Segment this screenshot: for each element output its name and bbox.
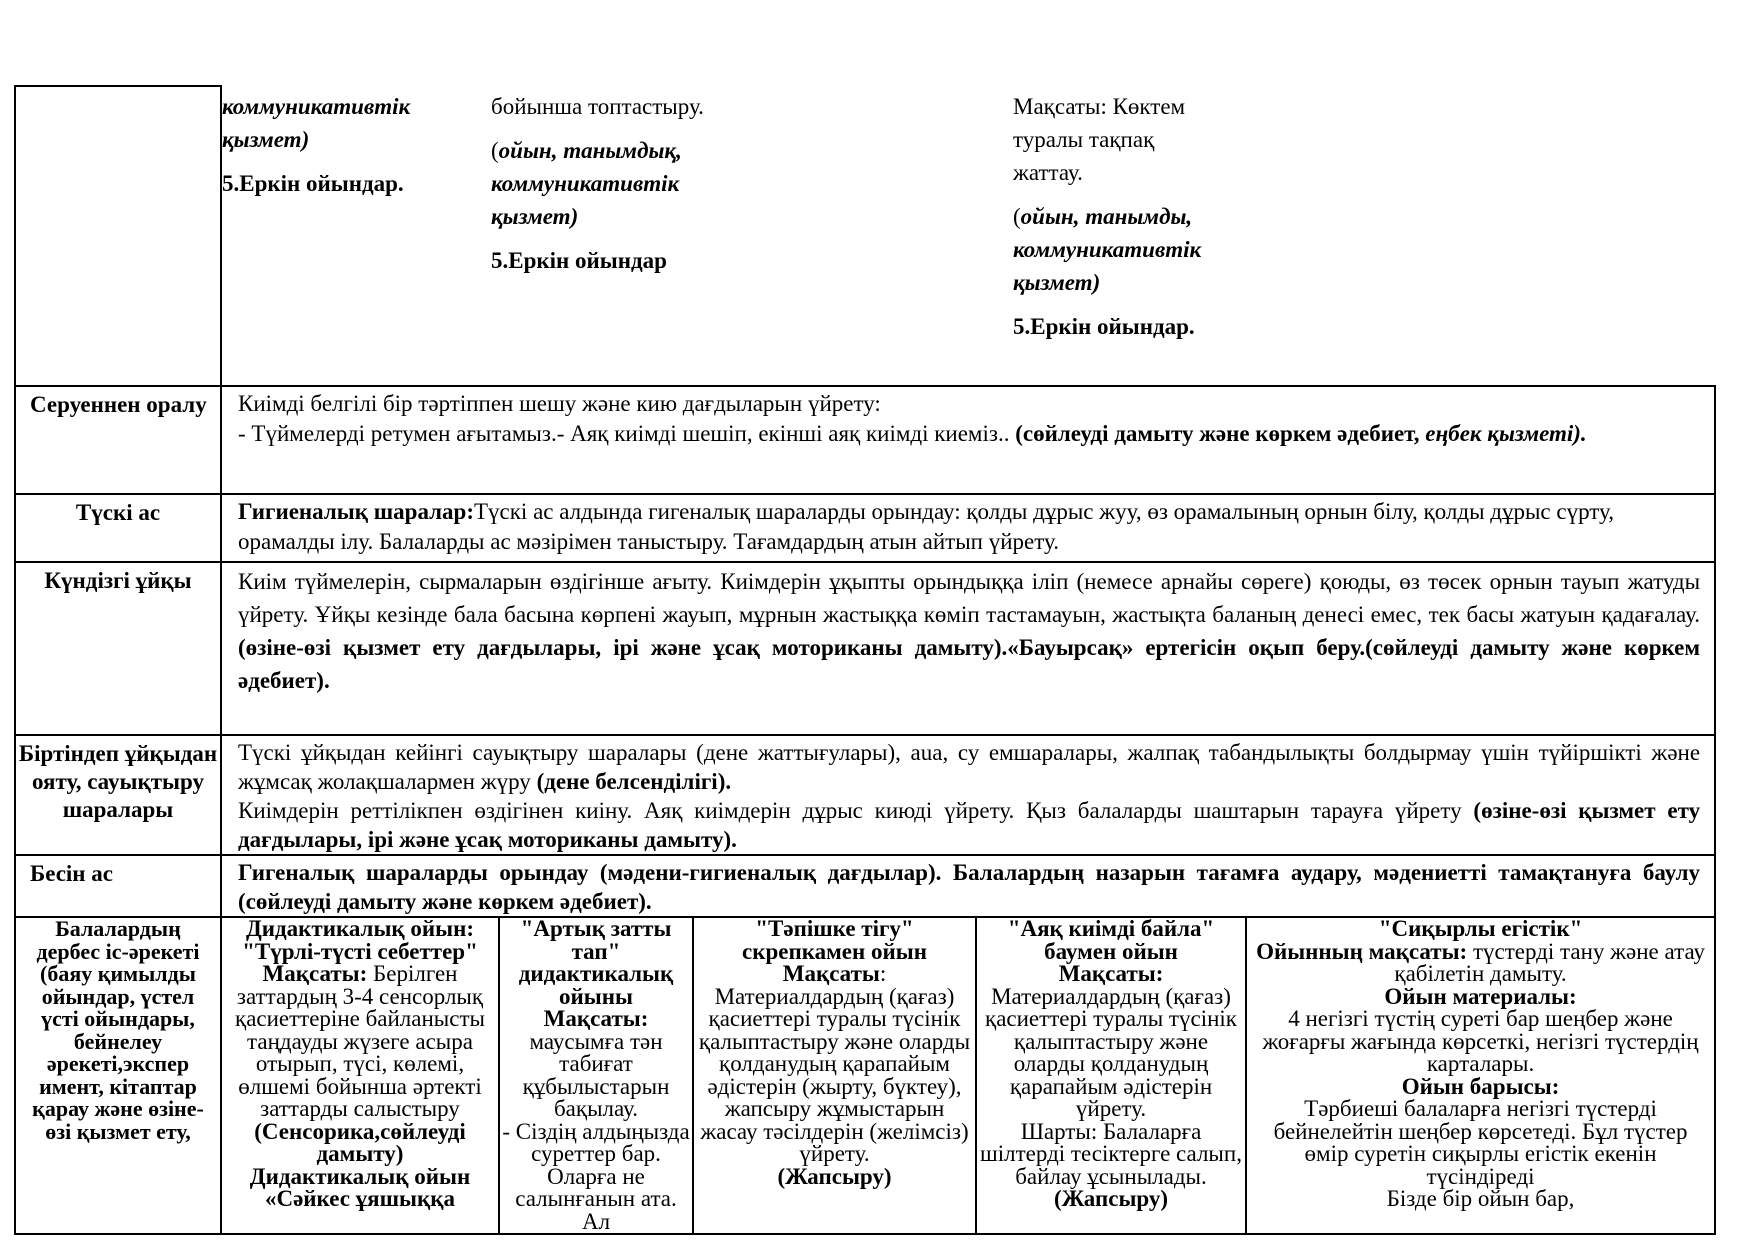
daily-schedule-table (14, 385, 1716, 1235)
row-label-text: Түскі ас (75, 500, 161, 525)
row-content (221, 735, 1715, 855)
text: Бізде бір ойын бар, (1386, 1186, 1575, 1211)
bold-text: (Сенсорика,сөйлеуді дамыту) (254, 1118, 466, 1166)
italic-text: қызмет) (222, 127, 310, 152)
text: 4 негізгі түстің суреті бар шеңбер және жоғарғы жағында көрсеткі, негізгі түстердің карталары. (1262, 1006, 1699, 1076)
game-title: "Сиқырлы егістік" (1378, 916, 1583, 941)
italic-text: қызмет) (1013, 270, 1101, 295)
table-row-besin (15, 855, 1715, 917)
text: Тәрбиеші балаларға негізгі түстерді бейнелейтін шеңбер көрсетеді. Бұл түстер өмір суретін сиқырлы егістік екенін түсіндіреді (1273, 1096, 1688, 1189)
activity-col-5 (1246, 917, 1715, 1234)
game-title: "Түрлі-түсті себеттер" (242, 938, 478, 964)
table-row-birtindep (15, 735, 1715, 855)
bold-text: Мақсаты: (1058, 961, 1164, 986)
text-line: туралы тақпақ (1013, 127, 1155, 152)
bold-text: Гигеналық шараларды орындау (мәдени-гигиеналық дағдылар). Балалардың назарын тағамға аудару, мәдениетті тамақтануға баулу (сөйлеуді дамыту және көркем әдебиет). (238, 860, 1701, 914)
italic-text: ойын, танымды, (1020, 204, 1193, 229)
bold-text: Гигиеналық шаралар: (238, 499, 474, 524)
text: Түскі ас алдында гигеналық шараларды орындау: қолды дұрыс жуу, өз орамалының орнын білу, қолды дұрыс сүрту, орамалды ілу. Балаларды ас мәзірімен таныстыру. Тағамдардың атын айтып үйрету. (238, 499, 1614, 554)
row-label-text: Күндізгі ұйқы (44, 568, 192, 593)
row-label-text: Біртіндеп ұйқыдан ояту, сауықтыру шаралары (18, 741, 218, 822)
row-label-text: Серуеннен оралу (30, 392, 207, 417)
bold-italic-text: еңбек қызметі). (1425, 421, 1587, 446)
bold-text: Ойын барысы: (1401, 1073, 1560, 1099)
bold-text: (сөйлеуді дамыту және көркем әдебиет, (1015, 421, 1426, 446)
bold-text: Дидактикалық ойын: (245, 916, 475, 941)
left-border-line (14, 85, 16, 385)
text: Берілген заттардың 3-4 сенсорлық қасиеттеріне байланысты таңдауды жүзеге асыра отырып, түсі, көлемі, өлшемі бойынша әртекті заттарды салыстыру (235, 961, 485, 1121)
game-title: «Сәйкес ұяшыққа (264, 1186, 456, 1211)
row-label (15, 494, 221, 562)
text: Киімдерін реттілікпен өздігінен киіну. Аяқ киімдерін дұрыс киюді үйрету. Қыз балаларды шаштарын тарауға үйрету (238, 798, 1474, 823)
text: маусымға тән табиғат құбылыстарын бақылау. (522, 1028, 670, 1121)
free-games-heading: 5.Еркін ойындар. (1013, 314, 1195, 339)
row-label (15, 735, 221, 855)
bold-text: Дидактикалық ойын (249, 1163, 471, 1189)
row-label-text: Бесін ас (30, 861, 114, 886)
text: - Түймелерді ретумен ағытамыз.- Аяқ киімді шешіп, екінші аяқ киімді киеміз.. (238, 421, 1016, 446)
italic-text: ойын, танымдық, (498, 138, 682, 163)
bold-text: (Жапсыру) (1053, 1186, 1169, 1211)
italic-text: қызмет) (491, 204, 579, 229)
paren: ( (1013, 204, 1021, 229)
row-label (15, 855, 221, 917)
bold-text: Ойынның мақсаты: (1256, 938, 1468, 964)
text: Шарты: Балаларға шілтерді тесіктерге салып, байлау ұсынылады. (980, 1118, 1242, 1189)
free-games-heading: 5.Еркін ойындар (491, 248, 667, 273)
bold-text: (Жапсыру) (777, 1163, 892, 1189)
text: - Сіздің алдыңызда суреттер бар. (502, 1118, 690, 1166)
bold-text: (өзіне-өзі қызмет ету дағдылары, ірі және ұсақ моториканы дамыту).«Бауырсақ» ертегісін оқып беру.(сөйлеуді дамыту және көркем әдебиет). (238, 635, 1701, 693)
row-content (221, 494, 1715, 562)
top-border-line (14, 85, 222, 87)
row-content (221, 562, 1715, 735)
bold-text: (дене белсенділігі). (536, 769, 732, 794)
bold-text: Ойын материалы: (1384, 983, 1577, 1009)
activity-col-1 (221, 917, 499, 1234)
bold-text: Мақсаты: (262, 961, 368, 986)
text: Материалдардың (қағаз) қасиеттері туралы түсінік қалыптастыру және оларды қолданудың қарапайым әдістерін (жырту, бүктеу), жапсыру жұмыстарын жасау тәсілдерін (желімсіз) үйрету. (698, 983, 971, 1166)
bold-text: Мақсаты: (543, 1006, 649, 1031)
free-games-heading: 5.Еркін ойындар. (222, 171, 404, 196)
activity-col-4 (976, 917, 1246, 1234)
text-line: бойынша топтастыру. (491, 94, 704, 119)
top-column-1 (222, 90, 452, 211)
text: Оларға не салынғанын ата. Ал (515, 1163, 677, 1234)
text-line: Мақсаты: Көктем (1013, 94, 1186, 119)
text: түстерді тану және атау қабілетін дамыту. (1394, 938, 1705, 986)
italic-text: коммуникативтік (222, 94, 411, 119)
bold-text: (өзіне-өзі қызмет ету дағдылары, ірі және ұсақ моториканы дамыту). (238, 798, 1701, 852)
row-label (15, 386, 221, 494)
game-title: "Тәпішке тігу" скрепкамен ойын (742, 916, 927, 964)
game-title: "Аяқ киімді байла" баумен ойын (1007, 916, 1215, 964)
table-row-tuski (15, 494, 1715, 562)
text: Түскі ұйқыдан кейінгі сауықтыру шаралары (дене жаттығулары), аua, су емшаралары, жалпақ табандылықты болдырмау үшін түйіршікті және жұмсақ жолақшалармен жүру (238, 740, 1701, 794)
italic-text: коммуникативтік (491, 171, 680, 196)
top-column-2 (491, 90, 771, 288)
row-content (221, 386, 1715, 494)
paren: ( (491, 138, 499, 163)
text: Киім түймелерін, сырмаларын өздігінше ағыту. Киімдерін ұқыпты орындыққа іліп (немесе арнайы сөреге) қоюды, өз төсек орнын тауып жатуды үйрету. Ұйқы кезінде бала басына көрпені жауып, мұрнын жастыққа көміп тастамауын, жастықта баланың денесі емес, тек басы жатуын қадағалау. (238, 569, 1701, 627)
text: Киімді белгілі бір тәртіппен шешу және кию дағдыларын үйрету: (238, 391, 881, 416)
text: : (879, 961, 887, 986)
table-row-derbes (15, 917, 1715, 1234)
table-row-seruen (15, 386, 1715, 494)
game-title: "Артық затты тап" дидактикалық ойыны (518, 916, 674, 1009)
text: Материалдардың (қағаз) қасиеттері туралы түсінік қалыптастыру және оларды қолданудың қарапайым әдістерін үйрету. (985, 983, 1237, 1121)
row-label (15, 562, 221, 735)
activity-col-3 (693, 917, 976, 1234)
table-row-kundizgi (15, 562, 1715, 735)
row-content (221, 855, 1715, 917)
italic-text: коммуникативтік (1013, 237, 1202, 262)
bold-text: Мақсаты (782, 961, 880, 986)
activity-col-2 (499, 917, 693, 1234)
text-line: жаттау. (1013, 160, 1083, 185)
previous-row-continuation (14, 85, 1714, 385)
row-label (15, 917, 221, 1234)
top-column-3 (1013, 90, 1273, 354)
row-label-text: Балалардың дербес іс-әрекеті (баяу қимылды ойындар, үстел үсті ойындары, бейнелеу әрекеті,экспер имент, кітаптар қарау және өзіне-өзі қызмет ету, (32, 916, 204, 1144)
